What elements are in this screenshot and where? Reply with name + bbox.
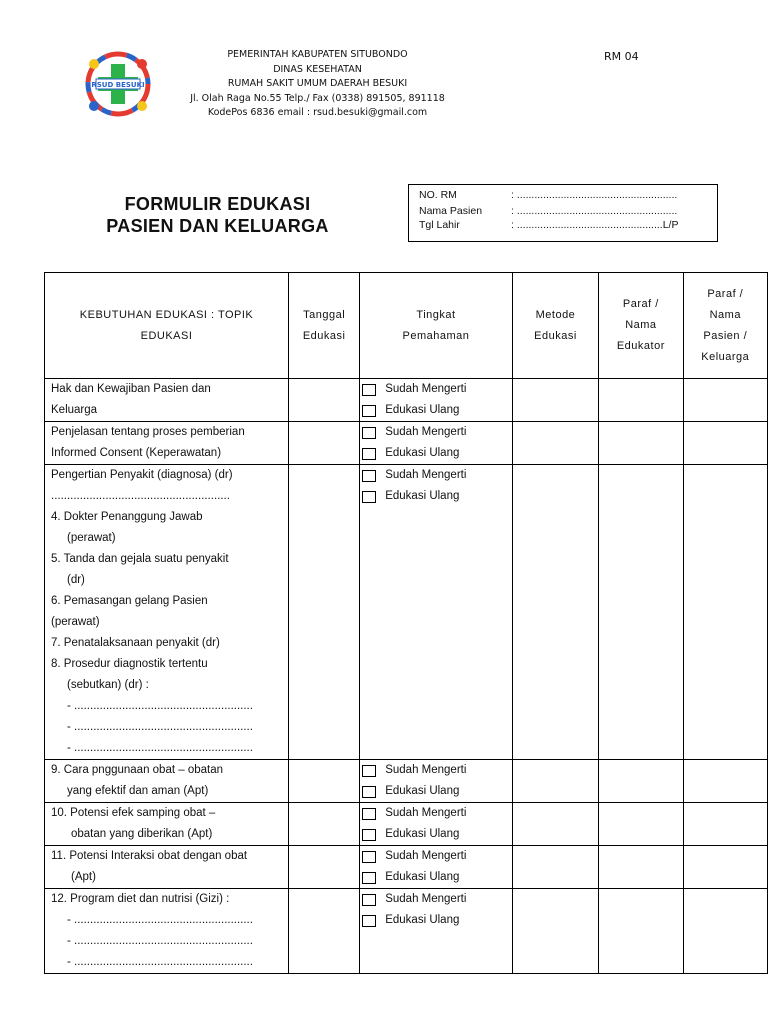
col-educator-header: Paraf / Nama Edukator <box>599 273 683 379</box>
topic-cell: 11. Potensi Interaksi obat dengan obat (Apt) <box>45 846 289 889</box>
letterhead-address: Jl. Olah Raga No.55 Telp./ Fax (0338) 891505, 891118 <box>190 92 445 104</box>
date-cell[interactable] <box>289 889 360 974</box>
col-topic-header: KEBUTUHAN EDUKASI : TOPIK EDUKASI <box>45 273 289 379</box>
option-re-educate[interactable]: Edukasi Ulang <box>362 781 512 802</box>
family-sign-cell[interactable] <box>683 422 767 465</box>
date-cell[interactable] <box>289 422 360 465</box>
table-row <box>45 846 768 889</box>
option-understood[interactable]: Sudah Mengerti <box>362 889 512 910</box>
letterhead-hospital: RUMAH SAKIT UMUM DAERAH BESUKI <box>227 78 408 89</box>
field-value: : ..................................................L/P <box>511 219 679 231</box>
table-header-row <box>45 273 768 379</box>
date-cell[interactable] <box>289 803 360 846</box>
table-row <box>45 760 768 803</box>
form-code: RM 04 <box>604 50 639 63</box>
option-re-educate[interactable]: Edukasi Ulang <box>362 824 512 845</box>
checkbox[interactable] <box>362 448 376 460</box>
option-understood[interactable]: Sudah Mengerti <box>362 422 512 443</box>
letterhead-department: DINAS KESEHATAN <box>273 63 362 75</box>
topic-cell: Hak dan Kewajiban Pasien dan Keluarga <box>45 379 289 422</box>
checkbox[interactable] <box>362 851 376 863</box>
option-understood[interactable]: Sudah Mengerti <box>362 803 512 824</box>
option-understood[interactable]: Sudah Mengerti <box>362 465 512 486</box>
date-cell[interactable] <box>289 760 360 803</box>
form-title <box>90 193 345 237</box>
family-sign-cell[interactable] <box>683 379 767 422</box>
topic-cell: Pengertian Penyakit (diagnosa) (dr) ........................................................ 4. Dokter Penanggung Jawab (perawat) 5. Tanda dan gejala suatu penyakit (dr) 6. Pemasangan gelang Pasien (perawat) 7. Penatalaksanaan penyakit (dr) 8. Prosedur diagnostik tertentu (sebutkan) (dr) : - ........................................................ - ........................................................ - ........................................................ <box>45 465 289 760</box>
field-value: : ....................................................... <box>511 205 678 217</box>
option-re-educate[interactable]: Edukasi Ulang <box>362 443 512 464</box>
educator-sign-cell[interactable] <box>599 760 683 803</box>
col-method-header: Metode Edukasi <box>512 273 598 379</box>
letterhead-government: PEMERINTAH KABUPATEN SITUBONDO <box>227 49 408 60</box>
field-nama-pasien[interactable] <box>419 204 677 218</box>
checkbox[interactable] <box>362 405 376 417</box>
date-cell[interactable] <box>289 379 360 422</box>
understanding-cell <box>360 846 513 889</box>
field-tgl-lahir[interactable] <box>419 218 678 232</box>
field-no-rm[interactable] <box>419 188 677 202</box>
option-re-educate[interactable]: Edukasi Ulang <box>362 867 512 888</box>
understanding-cell <box>360 803 513 846</box>
educator-sign-cell[interactable] <box>599 465 683 760</box>
topic-cell: 10. Potensi efek samping obat – obatan yang diberikan (Apt) <box>45 803 289 846</box>
table-row <box>45 889 768 974</box>
method-cell[interactable] <box>512 422 598 465</box>
understanding-cell <box>360 465 513 760</box>
understanding-cell <box>360 422 513 465</box>
education-table <box>44 272 768 974</box>
method-cell[interactable] <box>512 760 598 803</box>
checkbox[interactable] <box>362 427 376 439</box>
hospital-logo <box>80 50 156 118</box>
patient-id-box <box>408 184 718 242</box>
understanding-cell <box>360 379 513 422</box>
field-label: Tgl Lahir <box>419 219 460 231</box>
table-row <box>45 379 768 422</box>
method-cell[interactable] <box>512 889 598 974</box>
method-cell[interactable] <box>512 803 598 846</box>
option-re-educate[interactable]: Edukasi Ulang <box>362 910 512 931</box>
checkbox[interactable] <box>362 765 376 777</box>
educator-sign-cell[interactable] <box>599 846 683 889</box>
method-cell[interactable] <box>512 846 598 889</box>
educator-sign-cell[interactable] <box>599 422 683 465</box>
checkbox[interactable] <box>362 915 376 927</box>
topic-cell: Penjelasan tentang proses pemberian Informed Consent (Keperawatan) <box>45 422 289 465</box>
field-label: Nama Pasien <box>419 205 483 217</box>
checkbox[interactable] <box>362 808 376 820</box>
option-understood[interactable]: Sudah Mengerti <box>362 846 512 867</box>
checkbox[interactable] <box>362 894 376 906</box>
family-sign-cell[interactable] <box>683 760 767 803</box>
option-understood[interactable]: Sudah Mengerti <box>362 760 512 781</box>
date-cell[interactable] <box>289 465 360 760</box>
option-re-educate[interactable]: Edukasi Ulang <box>362 400 512 421</box>
checkbox[interactable] <box>362 872 376 884</box>
table-row <box>45 803 768 846</box>
educator-sign-cell[interactable] <box>599 803 683 846</box>
family-sign-cell[interactable] <box>683 846 767 889</box>
option-re-educate[interactable]: Edukasi Ulang <box>362 486 512 507</box>
checkbox[interactable] <box>362 470 376 482</box>
letterhead-contact: KodePos 6836 email : rsud.besuki@gmail.com <box>207 107 428 118</box>
checkbox[interactable] <box>362 786 376 798</box>
educator-sign-cell[interactable] <box>599 889 683 974</box>
checkbox[interactable] <box>362 491 376 503</box>
table-row <box>45 465 768 760</box>
form-title-line2: PASIEN DAN KELUARGA <box>106 216 329 236</box>
method-cell[interactable] <box>512 379 598 422</box>
col-level-header: Tingkat Pemahaman <box>360 273 513 379</box>
method-cell[interactable] <box>512 465 598 760</box>
family-sign-cell[interactable] <box>683 889 767 974</box>
understanding-cell <box>360 760 513 803</box>
option-understood[interactable]: Sudah Mengerti <box>362 379 512 400</box>
educator-sign-cell[interactable] <box>599 379 683 422</box>
date-cell[interactable] <box>289 846 360 889</box>
checkbox[interactable] <box>362 829 376 841</box>
family-sign-cell[interactable] <box>683 465 767 760</box>
topic-cell: 9. Cara pnggunaan obat – obatan yang efektif dan aman (Apt) <box>45 760 289 803</box>
understanding-cell <box>360 889 513 974</box>
col-family-header: Paraf / Nama Pasien / Keluarga <box>683 273 767 379</box>
form-title-line1: FORMULIR EDUKASI <box>124 194 311 214</box>
col-date-header: Tanggal Edukasi <box>289 273 360 379</box>
logo-text: RSUD BESUKI <box>91 81 145 89</box>
table-row <box>45 422 768 465</box>
field-label: NO. RM <box>419 189 457 201</box>
topic-cell: 12. Program diet dan nutrisi (Gizi) : - ........................................................ - ........................................................ - ........................................................ <box>45 889 289 974</box>
field-value: : ....................................................... <box>511 189 678 201</box>
letterhead <box>180 48 455 121</box>
family-sign-cell[interactable] <box>683 803 767 846</box>
checkbox[interactable] <box>362 384 376 396</box>
